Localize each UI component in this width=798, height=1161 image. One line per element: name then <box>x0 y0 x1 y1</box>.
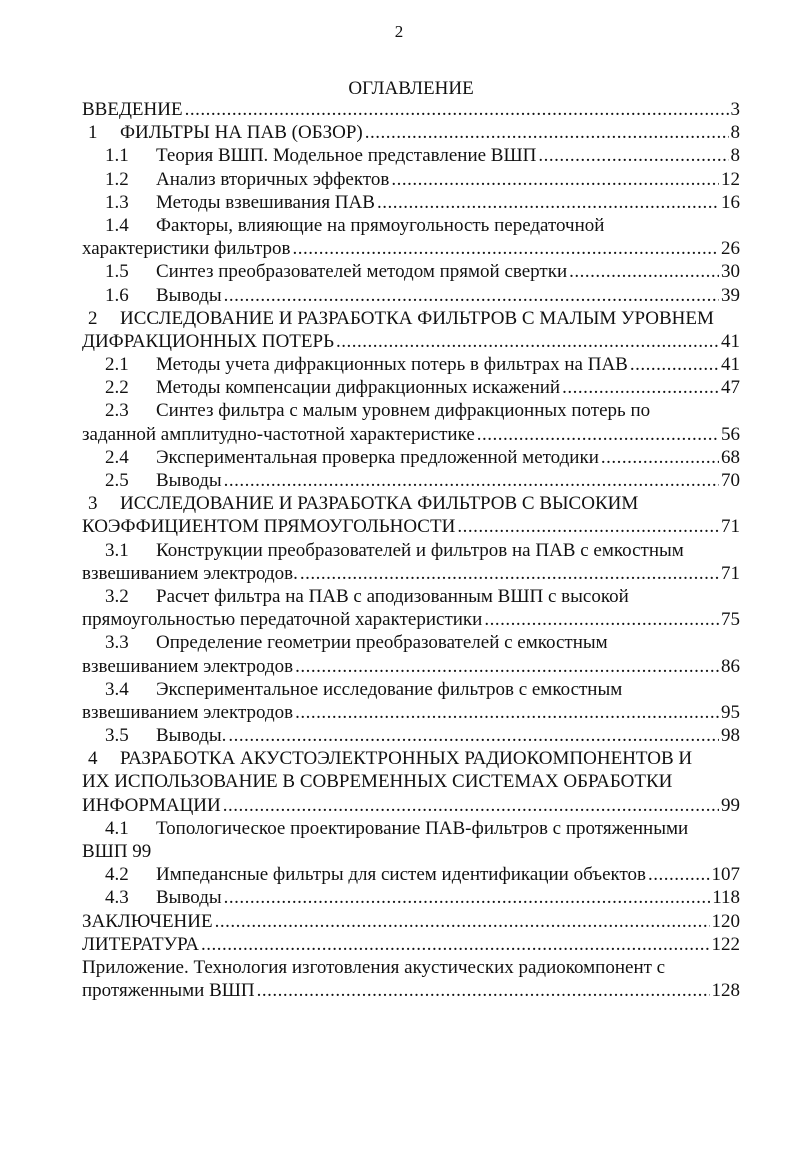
toc-entry-number: 4 <box>88 748 98 770</box>
dot-leader <box>201 933 710 956</box>
toc-entry-number: 1.3 <box>105 191 129 213</box>
toc-entry-title: Синтез фильтра с малым уровнем дифракционных потерь по <box>156 400 651 422</box>
dot-leader <box>257 979 710 1002</box>
toc-entry-title: Методы учета дифракционных потерь в фильтрах на ПАВ <box>156 354 628 376</box>
toc-entry[interactable] <box>82 933 740 956</box>
toc-entry-page: 30 <box>721 261 740 283</box>
toc-entry[interactable] <box>82 863 740 886</box>
toc-entry[interactable] <box>82 539 740 562</box>
toc-entry-title: характеристики фильтров <box>82 238 291 260</box>
toc-entry[interactable] <box>82 307 740 330</box>
toc-entry-title: РАЗРАБОТКА АКУСТОЭЛЕКТРОННЫХ РАДИОКОМПОНЕНТОВ И <box>120 748 693 770</box>
toc-entry-title: протяженными ВШП <box>82 980 255 1002</box>
toc-entry-title: Конструкции преобразователей и фильтров на ПАВ с емкостным <box>156 539 684 561</box>
toc-entry-number: 4.3 <box>105 887 129 909</box>
toc-entry-page: 68 <box>721 446 740 468</box>
dot-leader <box>336 330 719 353</box>
toc-entry[interactable] <box>82 910 740 933</box>
toc-entry-number: 2.2 <box>105 377 129 399</box>
dot-leader <box>377 191 719 214</box>
toc-entry-title: Выводы <box>156 470 222 491</box>
toc-entry-number: 1.4 <box>105 214 129 236</box>
toc-entry[interactable] <box>82 678 740 701</box>
toc-entry-number: 3 <box>88 493 98 515</box>
dot-leader <box>538 144 728 167</box>
toc-entry-number: 2.4 <box>105 446 129 468</box>
dot-leader <box>228 724 719 747</box>
toc-entry-page: 71 <box>721 516 740 538</box>
toc-entry[interactable] <box>82 840 740 863</box>
toc-entry-page: 75 <box>721 609 740 631</box>
toc-entry-number: 2.1 <box>105 354 129 376</box>
toc-entry[interactable] <box>82 817 740 840</box>
toc-entry-title: взвешиванием электродов <box>82 701 294 723</box>
toc-entry[interactable] <box>82 399 740 422</box>
toc-entry-title: взвешиванием электродов. <box>82 562 298 584</box>
toc-entry-number: 1.5 <box>105 261 129 283</box>
dot-leader <box>224 469 719 492</box>
toc-entry-title: Экспериментальное исследование фильтров с емкостным <box>156 678 623 700</box>
toc-entry-title: прямоугольностью передаточной характеристики <box>82 609 483 631</box>
toc-entry-title: ДИФРАКЦИОННЫХ ПОТЕРЬ <box>82 330 335 352</box>
toc-entry-page: 41 <box>721 330 740 352</box>
toc-entry[interactable] <box>82 191 740 214</box>
toc-entry[interactable] <box>82 492 740 515</box>
toc-entry-title: ВШП 99 <box>82 841 152 862</box>
toc-entry-title: Выводы <box>156 284 222 306</box>
toc-entry[interactable] <box>82 585 740 608</box>
dot-leader <box>223 794 719 817</box>
toc-entry-number: 3.4 <box>105 678 129 700</box>
toc-entry-number: 3.1 <box>105 539 129 561</box>
toc-entry-page: 120 <box>711 910 740 932</box>
toc-title: ОГЛАВЛЕНИЕ <box>348 78 474 99</box>
toc-entry-page: 98 <box>721 725 740 747</box>
toc-entry-title: взвешиванием электродов <box>82 655 294 677</box>
toc-entry-page: 56 <box>721 423 740 445</box>
toc-entry[interactable] <box>82 655 740 678</box>
toc-entry-page: 8 <box>730 122 740 144</box>
toc-entry-title: Факторы, влияющие на прямоугольность передаточной <box>156 214 605 236</box>
toc-entry-page: 39 <box>721 284 740 306</box>
dot-leader <box>300 562 719 585</box>
dot-leader <box>295 701 719 724</box>
toc-entry-title: Синтез преобразователей методом прямой свертки <box>156 261 568 283</box>
toc-entry-number: 3.5 <box>105 725 129 747</box>
toc-entry-page: 47 <box>721 377 740 399</box>
toc-entry-number: 4.2 <box>105 864 129 886</box>
toc-entry-page: 41 <box>721 354 740 376</box>
toc-entry[interactable] <box>82 446 740 469</box>
toc-entry-title: Теория ВШП. Модельное представление ВШП <box>156 145 537 167</box>
toc-entry[interactable] <box>82 98 740 121</box>
dot-leader <box>477 423 719 446</box>
toc-entry-title: ЗАКЛЮЧЕНИЕ <box>82 910 213 932</box>
toc-entry-title: Экспериментальная проверка предложенной методики <box>156 446 599 468</box>
toc-entry[interactable] <box>82 886 740 909</box>
toc-entry[interactable] <box>82 724 740 747</box>
toc-entry-number: 1.1 <box>105 145 129 167</box>
toc-entry[interactable] <box>82 562 740 585</box>
toc-entry-page: 86 <box>721 655 740 677</box>
dot-leader <box>295 655 719 678</box>
toc-entry[interactable] <box>82 956 740 979</box>
toc-entry-page: 99 <box>721 794 740 816</box>
dot-leader <box>484 608 719 631</box>
dot-leader <box>569 260 719 283</box>
dot-leader <box>562 376 719 399</box>
toc-entry-title: Выводы <box>156 887 222 909</box>
dot-leader <box>648 863 709 886</box>
toc-entry-title: Определение геометрии преобразователей с емкостным <box>156 632 608 654</box>
toc-entry-title: ИССЛЕДОВАНИЕ И РАЗРАБОТКА ФИЛЬТРОВ С МАЛЫМ УРОВНЕМ <box>120 307 714 329</box>
toc-entry-number: 1 <box>88 122 98 144</box>
toc-entry-title: заданной амплитудно-частотной характеристике <box>82 423 475 445</box>
toc-entry-page: 95 <box>721 701 740 723</box>
toc-entry[interactable] <box>82 376 740 399</box>
toc-entry[interactable] <box>82 284 740 307</box>
toc-entry[interactable] <box>82 144 740 167</box>
toc-entry-title: Импедансные фильтры для систем идентификации объектов <box>156 864 647 886</box>
dot-leader <box>185 98 729 121</box>
toc-entry-page: 8 <box>730 145 740 167</box>
dot-leader <box>391 168 719 191</box>
toc-entry-page: 70 <box>721 470 740 491</box>
dot-leader <box>365 121 729 144</box>
toc-entry-title: ЛИТЕРАТУРА <box>82 933 199 955</box>
toc-entry-page: 12 <box>721 168 740 190</box>
toc-entry-title: Методы компенсации дифракционных искажений <box>156 377 561 399</box>
toc-entry-title: Топологическое проектирование ПАВ-фильтров с протяженными <box>156 817 689 839</box>
toc-entry[interactable] <box>82 770 740 793</box>
toc-entry-number: 3.3 <box>105 632 129 654</box>
toc-entry-page: 71 <box>721 562 740 584</box>
toc-entry-title: КОЭФФИЦИЕНТОМ ПРЯМОУГОЛЬНОСТИ <box>82 516 456 538</box>
toc-entry[interactable] <box>82 237 740 260</box>
toc-entry[interactable] <box>82 515 740 538</box>
toc-entry[interactable] <box>82 353 740 376</box>
dot-leader <box>292 237 719 260</box>
toc-entry-title: Выводы. <box>156 725 227 747</box>
toc-entry[interactable] <box>82 260 740 283</box>
toc-entry-number: 1.6 <box>105 284 129 306</box>
toc-entry[interactable] <box>82 608 740 631</box>
toc-entry-title: Расчет фильтра на ПАВ с аподизованным ВШП с высокой <box>156 585 629 607</box>
dot-leader <box>601 446 719 469</box>
toc-entry[interactable] <box>82 469 740 492</box>
toc-entry[interactable] <box>82 979 740 1002</box>
toc-entry-title: ИНФОРМАЦИИ <box>82 794 221 816</box>
toc-entry-title: ФИЛЬТРЫ НА ПАВ (ОБЗОР) <box>120 122 363 144</box>
toc-entry-number: 2.5 <box>105 470 129 491</box>
toc-entry-title: Приложение. Технология изготовления акустических радиокомпонент с <box>82 956 666 978</box>
toc-entry-title: Анализ вторичных эффектов <box>156 168 390 190</box>
toc-entry-page: 128 <box>711 980 740 1002</box>
dot-leader <box>215 910 710 933</box>
dot-leader <box>630 353 719 376</box>
toc-entry-title: ИССЛЕДОВАНИЕ И РАЗРАБОТКА ФИЛЬТРОВ С ВЫСОКИМ <box>120 493 639 515</box>
toc-entry-page: 118 <box>712 887 740 909</box>
toc-entry-number: 4.1 <box>105 817 129 839</box>
toc-entry[interactable] <box>82 423 740 446</box>
toc-entry-title: ВВЕДЕНИЕ <box>82 99 183 120</box>
toc-entry[interactable] <box>82 631 740 654</box>
dot-leader <box>457 515 719 538</box>
toc-entry[interactable] <box>82 214 740 237</box>
table-of-contents <box>82 98 740 1002</box>
toc-entry[interactable] <box>82 701 740 724</box>
toc-entry-page: 122 <box>711 933 740 955</box>
toc-entry-page: 26 <box>721 238 740 260</box>
dot-leader <box>224 886 711 909</box>
toc-entry-number: 2.3 <box>105 400 129 422</box>
page-number: 2 <box>394 22 404 41</box>
toc-entry-page: 3 <box>730 99 740 120</box>
toc-entry-number: 3.2 <box>105 585 129 607</box>
toc-entry[interactable] <box>82 168 740 191</box>
dot-leader <box>224 284 719 307</box>
toc-entry-number: 1.2 <box>105 168 129 190</box>
toc-entry-number: 2 <box>88 307 98 329</box>
toc-entry[interactable] <box>82 330 740 353</box>
toc-entry[interactable] <box>82 121 740 144</box>
toc-entry-title: Методы взвешивания ПАВ <box>156 191 375 213</box>
toc-entry-page: 16 <box>721 191 740 213</box>
toc-entry-page: 107 <box>711 864 740 886</box>
toc-entry[interactable] <box>82 747 740 770</box>
toc-entry-title: ИХ ИСПОЛЬЗОВАНИЕ В СОВРЕМЕННЫХ СИСТЕМАХ ОБРАБОТКИ <box>82 771 673 793</box>
toc-entry[interactable] <box>82 794 740 817</box>
